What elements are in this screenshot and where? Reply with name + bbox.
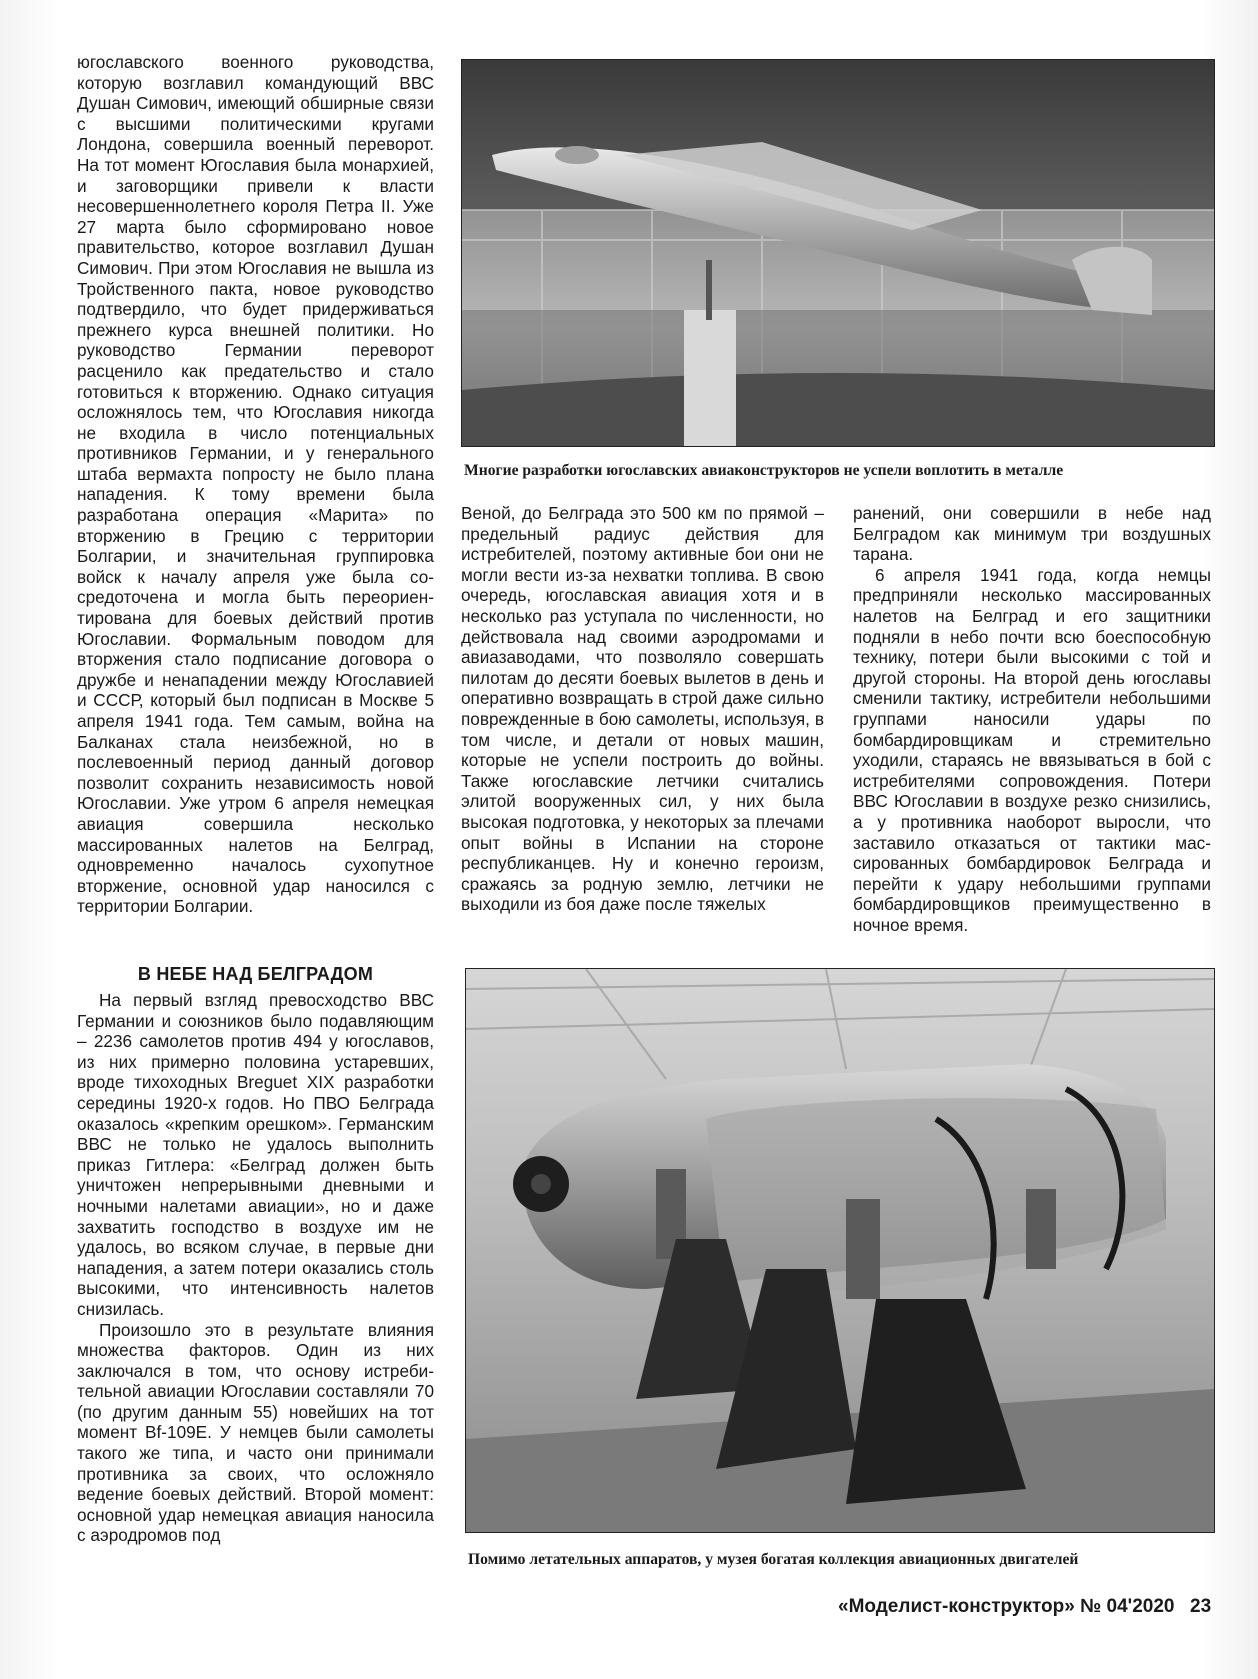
photo-caption: Многие разработки югославских авиаконструкторов не успели воплотить в металле <box>464 462 1064 479</box>
paragraph: Веной, до Белграда это 500 км по прямой – предельный радиус действия для истребителей, поэтому активные бои они не могли вести из-за нехватки топлива. В свою очередь, югославская авиация хотя и в несколько раз уступала по численности, но действовала над своими аэродромами и авиазаводами, что позволяло совершать пилотам до десяти боевых вылетов в день и оперативно возвращать в строй даже сильно поврежденные в бою самолеты, используя, в том числе, и детали от новых машин, которые не успели построить до войны. Также югославские летчики считались элитой вооруженных сил, у них была высокая подготовка, у некоторых за плечами опыт войны в Испании на стороне республиканцев. Ну и конечно героизм, сражаясь за родную землю, летчики не выходили из боя даже после тяжелых <box>461 503 824 915</box>
aircraft-model-illustration <box>462 60 1214 446</box>
section-heading: В НЕБЕ НАД БЕЛГРАДОМ <box>137 964 374 984</box>
aircraft-model-photo <box>461 59 1215 447</box>
engines-photo <box>465 968 1215 1533</box>
paragraph: ранений, они совершили в небе над Белградом как минимум три воздушных тарана. <box>853 503 1211 565</box>
engines-illustration <box>466 969 1214 1532</box>
photo-caption: Помимо летательных аппаратов, у музея богатая коллекция авиационных двигателей <box>468 1551 1079 1568</box>
magazine-title: «Моделист-конструктор» № 04'2020 <box>838 1596 1175 1617</box>
paragraph: На первый взгляд превосходство ВВС Германии и союзников было подавляющим – 2236 самолетов против 494 у югославов, из них примерно половина устаревших, вроде тихоходных Breguet XIX разработки середины 1920-х годов. Но ПВО Белграда оказалось «крепким орешком». Германским ВВС не только не удалось выполнить приказ Гитлера: «Белград должен быть уничтожен непрерывными дневными и ночными налетами авиации», но и даже захватить господство в воздухе им не удалось, во всяком случае, в первые дни нападения, а затем потери оказались столь высокими, что интенсивность налетов снизилась. <box>77 990 434 1319</box>
paragraph: Произошло это в результате влияния множества факторов. Один из них заключался в том, что основу истребительной авиации Югославии составляли 70 (по другим данным 55) новейших на тот момент Bf-109E. У немцев были самолеты такого же типа, и часто они принимали противника за своих, что осложняло ведение боевых действий. Второй момент: основной удар немецкая авиация наносила с аэродромов под <box>77 1319 434 1546</box>
article-column-1 <box>77 52 434 917</box>
paragraph: 6 апреля 1941 года, когда немцы предприняли несколько массированных налетов на Белград и его защитники подняли в небо почти всю боеспособную технику, потери были высокими с той и другой стороны. На второй день югославы сменили тактику, истребители небольшими группами наносили удары по бомбардировщикам и стремительно уходили, стараясь не ввязываться в бой с истребителями сопровождения. Потери ВВС Югославии в воздухе резко снизились, а у противника наоборот выросли, что заставило отказаться от тактики массированных бомбардировок Белграда и перейти к удару небольшими группами бомбардировщиков преимущественно в ночное время. <box>853 564 1211 935</box>
article-column-3 <box>853 503 1211 935</box>
article-column-1-continued <box>77 990 434 1546</box>
paragraph: югославского военного руководства, которую возглавил командующий ВВС Душан Симович, имеющий обширные связи с высшими политическими кругами Лондона, совершила военный переворот. На тот момент Югославия была монархией, и заговорщики привели к власти несовершеннолетнего короля Петра II. Уже 27 марта было сформировано новое правительство, которое возглавил Душан Симович. При этом Югославия не вышла из Тройственного пакта, новое руководство подтвердило, что будет придерживаться прежнего курса внешней политики. Но руководство Германии переворот расценило как предательство и стало готовиться к вторжению. Однако ситуация осложнялось тем, что Югославия никогда не входила в число потенциальных противников Германии, и у генерального штаба вермахта попросту не было плана нападения. К тому времени была разработана операция «Марита» по вторжению в Грецию с территории Болгарии, и значительная группировка войск к началу апреля уже была сосредоточена и могла быть переориентирована для боевых действий против Югославии. Формальным поводом для вторжения стало подписание договора о дружбе и ненападении между Югославией и СССР, который был подписан в Москве 5 апреля 1941 года. Тем самым, война на Балканах стала неизбежной, но в послевоенный период данный договор позволит сохранить независимость новой Югославии. Уже утром 6 апреля немецкая авиация совершила несколько массированных налетов на Белград, одновременно началось сухопутное вторжение, основной удар наносился с территории Болгарии. <box>77 52 434 917</box>
article-column-2 <box>461 503 824 915</box>
page-number: 23 <box>1190 1596 1212 1617</box>
